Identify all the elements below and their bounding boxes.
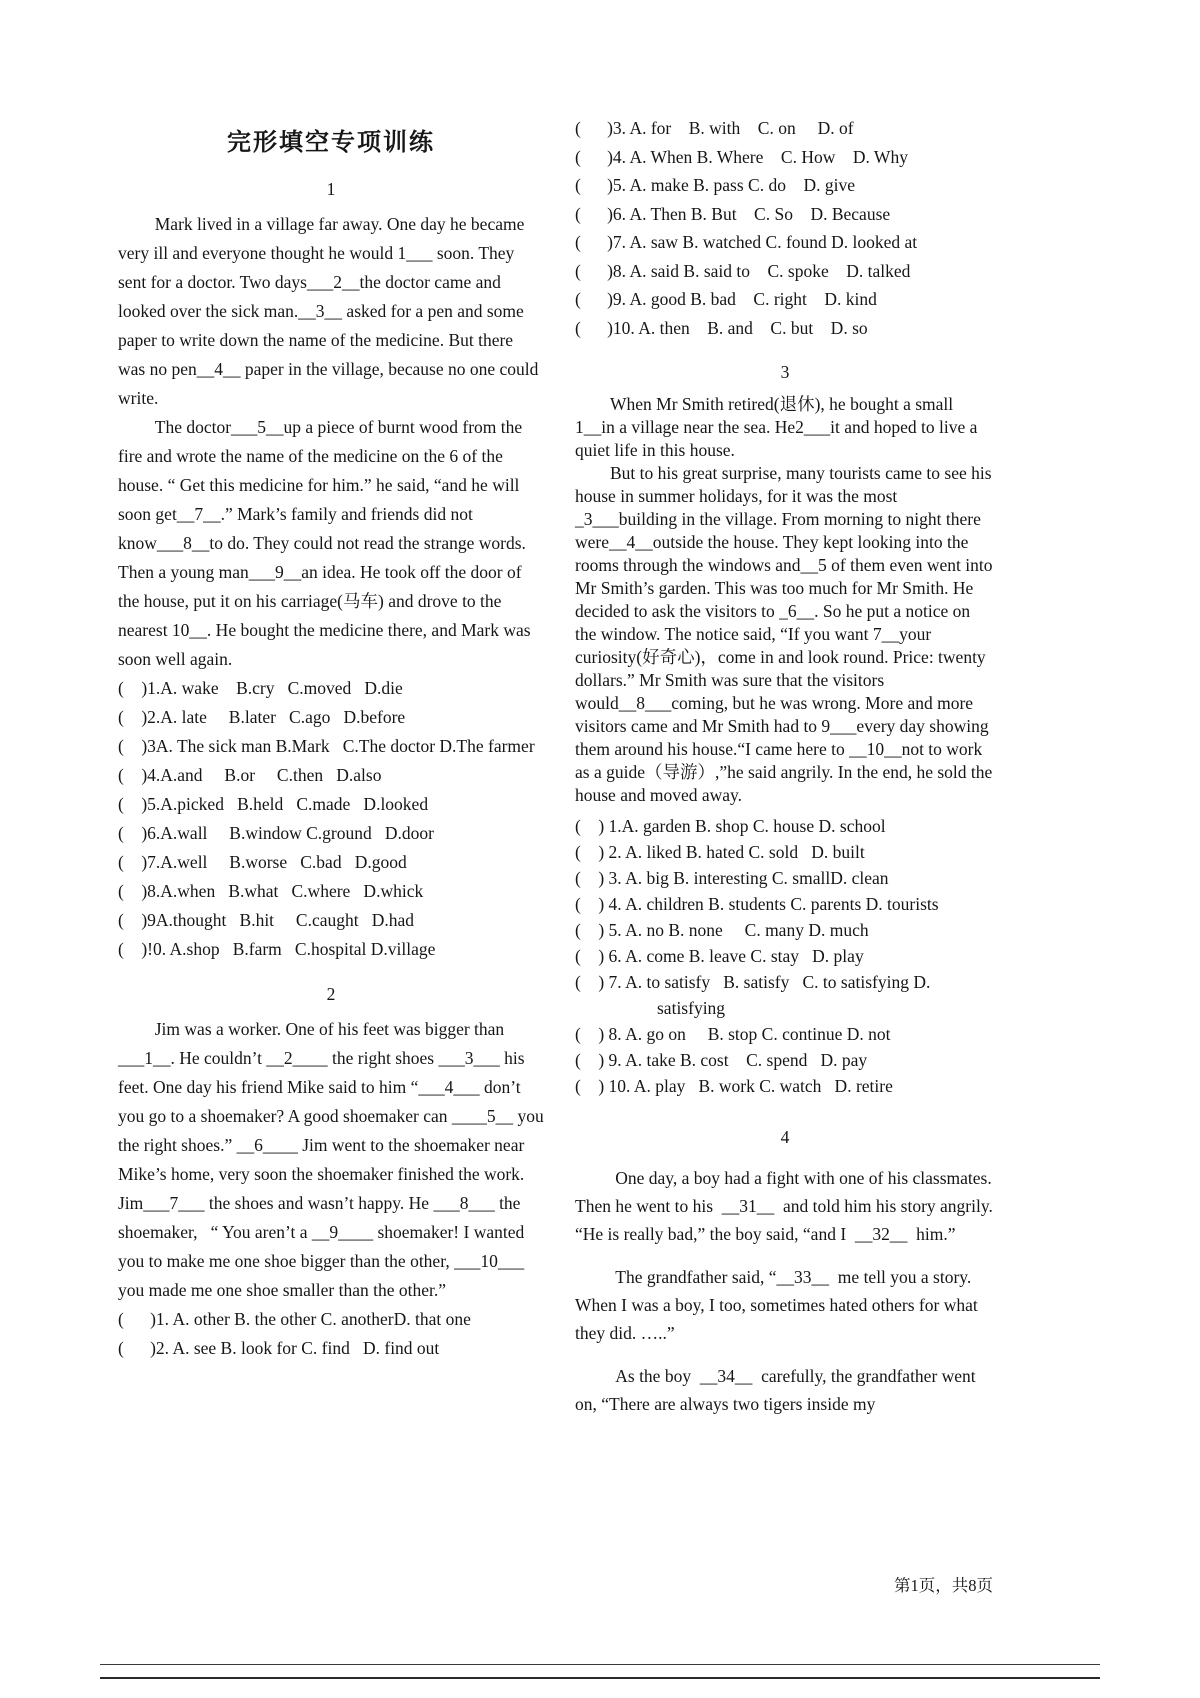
question-line: ( )1. A. other B. the other C. anotherD. that one xyxy=(118,1309,471,1329)
section-1-number: 1 xyxy=(326,179,336,199)
section-2-questions-right xyxy=(575,114,995,342)
passage-paragraph: When Mr Smith retired(退休), he bought a small 1__in a village near the sea. He2___it and hoped to live a quiet life in this house. xyxy=(575,394,982,460)
section-1-questions xyxy=(118,674,544,964)
footer-rule-bottom xyxy=(100,1677,1100,1679)
question-line: ( )1.A. wake B.cry C.moved D.die xyxy=(118,678,403,698)
question-line: ( )6.A.wall B.window C.ground D.door xyxy=(118,823,434,843)
page-footer: 第1页，共8页 xyxy=(894,1576,993,1595)
question-line: ( )8. A. said B. said to C. spoke D. talked xyxy=(575,260,911,281)
question-line: ( )!0. A.shop B.farm C.hospital D.village xyxy=(118,939,436,959)
document-title: 完形填空专项训练 xyxy=(227,130,435,156)
question-line: ( )9A.thought B.hit C.caught D.had xyxy=(118,910,415,930)
question-line: ( )7. A. saw B. watched C. found D. looked at xyxy=(575,232,918,252)
question-line: ( ) 2. A. liked B. hated C. sold D. built xyxy=(575,842,865,862)
question-line: ( ) 6. A. come B. leave C. stay D. play xyxy=(575,946,864,966)
footer-rule-top xyxy=(100,1664,1100,1665)
question-line: ( )5. A. make B. pass C. do D. give xyxy=(575,175,855,195)
question-line: ( ) 1.A. garden B. shop C. house D. school xyxy=(575,816,886,836)
question-line: ( )4. A. When B. Where C. How D. Why xyxy=(575,146,908,167)
section-3-number: 3 xyxy=(780,362,790,382)
question-line: ( )10. A. then B. and C. but D. so xyxy=(575,317,868,338)
passage-paragraph: Jim was a worker. One of his feet was bigger than ___1__. He couldn’t __2____ the right shoes ___3___ his feet. One day his friend Mike said to him “___4___ don’t you go to a shoemaker? A good shoemaker can ____5__ you the right shoes.” __6____ Jim went to the shoemaker near Mike’s home, very soon the shoemaker finished the work. Jim___7___ the shoes and wasn’t happy. He ___8___ the shoemaker, “ You aren’t a __9____ shoemaker! I wanted you to make me one shoe bigger than the other, ___10___ you made me one shoe smaller than the other.” xyxy=(118,1019,549,1300)
section-2-questions-left xyxy=(118,1305,544,1363)
question-line: ( ) 3. A. big B. interesting C. smallD. clean xyxy=(575,868,889,888)
question-line: ( ) 10. A. play B. work C. watch D. retire xyxy=(575,1076,893,1096)
question-line: ( ) 5. A. no B. none C. many D. much xyxy=(575,920,869,940)
passage-paragraph: One day, a boy had a fight with one of his classmates. Then he went to his __31__ and told him his story angrily. “He is really bad,” the boy said, “and I __32__ him.” xyxy=(575,1168,998,1244)
passage-paragraph: Mark lived in a village far away. One day he became very ill and everyone thought he would 1___ soon. They sent for a doctor. Two days___2__the doctor came and looked over the sick man.__3__ asked for a pen and some paper to write down the name of the medicine. But there was no pen__4__ paper in the village, because no one could write. xyxy=(118,214,543,408)
right-column xyxy=(575,114,998,1433)
section-3-questions xyxy=(575,813,995,1099)
question-line: ( )4.A.and B.or C.then D.also xyxy=(118,765,382,785)
passage-paragraph: The grandfather said, “__33__ me tell you a story. When I was a boy, I too, sometimes hated others for what they did. …..” xyxy=(575,1267,983,1343)
question-line: ( )8.A.when B.what C.where D.whick xyxy=(118,881,424,901)
section-4-number: 4 xyxy=(780,1127,790,1147)
question-line: ( )3A. The sick man B.Mark C.The doctor D.The farmer xyxy=(118,736,535,756)
question-line: ( ) 7. A. to satisfy B. satisfy C. to satisfying D. satisfying xyxy=(575,972,935,1018)
passage-paragraph: As the boy __34__ carefully, the grandfather went on, “There are always two tigers inside my xyxy=(575,1366,981,1414)
passage-paragraph: The doctor___5__up a piece of burnt wood from the fire and wrote the name of the medicine on the 6 of the house. “ Get this medicine for him.” he said, “and he will soon get__7__.” Mark’s family and friends did not know___8__to do. They could not read the strange words. Then a young man___9__an idea. He took off the door of the house, put it on his carriage(马车) and drove to the nearest 10__. He bought the medicine there, and Mark was soon well again. xyxy=(118,417,535,669)
question-line: ( )7.A.well B.worse C.bad D.good xyxy=(118,852,407,872)
question-line: ( )6. A. Then B. But C. So D. Because xyxy=(575,203,891,224)
question-line: ( )2.A. late B.later C.ago D.before xyxy=(118,707,406,727)
question-line: ( ) 9. A. take B. cost C. spend D. pay xyxy=(575,1050,868,1070)
question-line: ( ) 4. A. children B. students C. parents D. tourists xyxy=(575,894,939,914)
section-2-number: 2 xyxy=(326,984,336,1004)
question-line: ( )5.A.picked B.held C.made D.looked xyxy=(118,794,429,814)
passage-paragraph: But to his great surprise, many tourists came to see his house in summer holidays, for it was the most _3___building in the village. From morning to night there were__4__outside the house. They kept looking into the rooms through the windows and__5 of them even went into Mr Smith’s garden. This was too much for Mr Smith. He decided to ask the visitors to _6__. So he put a notice on the window. The notice said, “If you want 7__your curiosity(好奇心)，come in and look round. Price: twenty dollars.” Mr Smith was sure that the visitors would__8___coming, but he was wrong. More and more visitors came and Mr Smith had to 9___every day showing them around his house.“I came here to __10__not to work as a guide（导游）,”he said angrily. In the end, he sold the house and moved away. xyxy=(575,463,997,805)
question-line: ( )2. A. see B. look for C. find D. find out xyxy=(118,1338,440,1358)
question-line: ( )9. A. good B. bad C. right D. kind xyxy=(575,289,877,309)
left-column xyxy=(118,114,549,1363)
question-line: ( )3. A. for B. with C. on D. of xyxy=(575,118,854,138)
question-line: ( ) 8. A. go on B. stop C. continue D. not xyxy=(575,1024,891,1044)
